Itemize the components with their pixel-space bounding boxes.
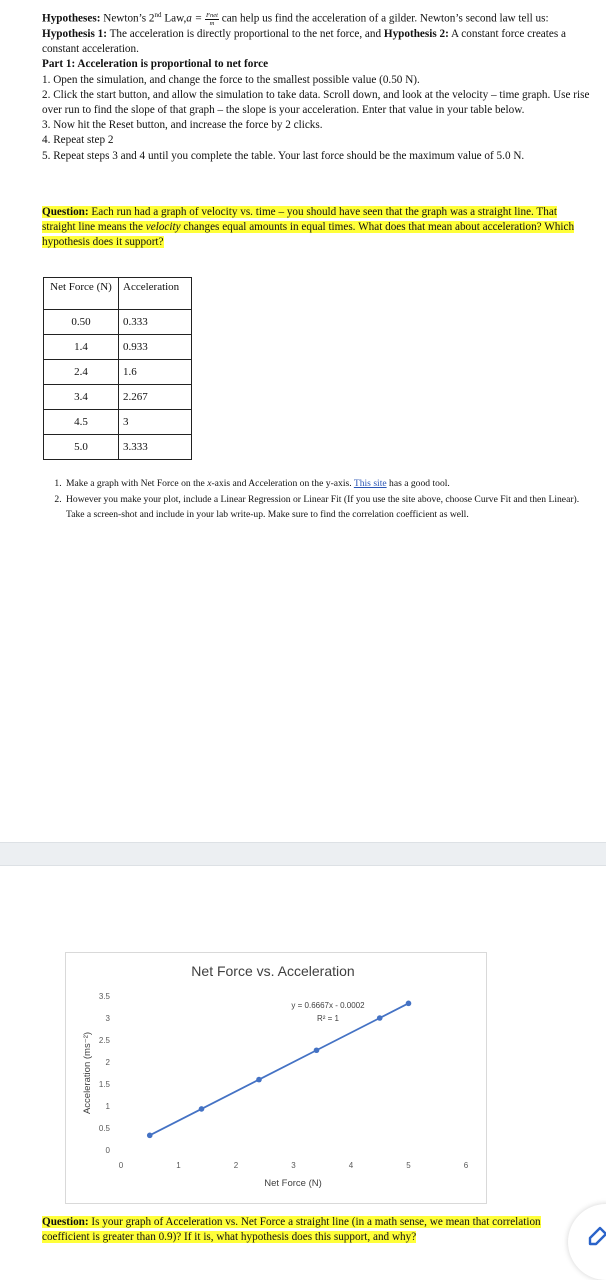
y-tick-label: 0 bbox=[105, 1146, 110, 1155]
chart-svg bbox=[66, 953, 486, 1203]
hypotheses-paragraph bbox=[42, 8, 590, 57]
data-point bbox=[406, 1001, 412, 1007]
x-tick-label: 1 bbox=[176, 1161, 181, 1170]
cell-force[interactable]: 3.4 bbox=[44, 385, 119, 410]
x-tick-label: 4 bbox=[348, 1161, 354, 1170]
chart-r-squared: R² = 1 bbox=[316, 1014, 340, 1023]
data-point bbox=[256, 1077, 262, 1083]
chart-equation: y = 0.6667x - 0.0002 bbox=[291, 1001, 365, 1010]
y-tick-label: 3 bbox=[105, 1014, 110, 1023]
hypotheses-text-2: can help us find the acceleration of a gilder. Newton’s second law tell us: bbox=[221, 12, 549, 25]
data-point bbox=[199, 1106, 205, 1112]
instruction-item-2: 2. However you make your plot, include a Linear Regression or Linear Fit (If you use the site above, choose Curve Fit and then Linear). Take a screen-shot and include in your lab write-up. Make sure to find the correlation coefficient as well. bbox=[64, 492, 584, 523]
step-2: 2. Click the start button, and allow the simulation to take data. Scroll down, and look at the velocity – time graph. Use rise over run to find the slope of that graph – the slope is your acceleration. Enter that value in your table below. bbox=[42, 88, 590, 116]
header-acceleration: Acceleration bbox=[119, 278, 192, 310]
step-1: 1. Open the simulation, and change the force to the smallest possible value (0.50 N). bbox=[42, 73, 420, 86]
formula-fraction bbox=[205, 12, 219, 27]
formula-numerator: Fnet bbox=[206, 11, 218, 19]
chart-y-axis-label: Acceleration (ms⁻²) bbox=[82, 1031, 93, 1115]
hypothesis-2-text: A constant force creates a constant acceleration. bbox=[42, 27, 566, 56]
floating-action-button[interactable] bbox=[568, 1204, 606, 1280]
step-5: 5. Repeat steps 3 and 4 until you complete the table. Your last force should be the maximum value of 5.0 N. bbox=[42, 149, 525, 162]
data-table bbox=[43, 277, 192, 460]
table-row bbox=[44, 410, 192, 435]
question-2-text: Is your graph of Acceleration vs. Net Force a straight line (in a math sense, we mean that correlation coefficient is greater than 0.9)? If it is, what hypothesis does this support, and why? bbox=[42, 1216, 541, 1244]
law-text: Law, bbox=[164, 12, 187, 25]
cell-force[interactable]: 5.0 bbox=[44, 435, 119, 460]
y-tick-label: 0.5 bbox=[98, 1124, 110, 1133]
chart-container bbox=[65, 952, 487, 1204]
x-axis-ticks bbox=[119, 1161, 469, 1170]
cell-force[interactable]: 4.5 bbox=[44, 410, 119, 435]
instruction-1-x: x bbox=[207, 478, 212, 489]
y-tick-label: 1 bbox=[105, 1102, 110, 1111]
question-2-label: Question: bbox=[42, 1216, 89, 1228]
cell-force[interactable]: 2.4 bbox=[44, 360, 119, 385]
formula-lhs: a = bbox=[186, 12, 203, 25]
x-tick-label: 0 bbox=[118, 1161, 124, 1170]
table-row bbox=[44, 360, 192, 385]
formula-denominator: m bbox=[209, 19, 215, 27]
cell-force[interactable]: 1.4 bbox=[44, 335, 119, 360]
x-tick-label: 3 bbox=[291, 1161, 296, 1170]
hypotheses-label: Hypotheses: bbox=[42, 12, 101, 25]
chart-title: Net Force vs. Acceleration bbox=[191, 963, 355, 979]
instructions-list bbox=[42, 476, 584, 523]
hypothesis-1-text: The acceleration is directly proportional to the net force, and bbox=[109, 27, 382, 40]
header-net-force: Net Force (N) bbox=[44, 278, 119, 310]
plot-area bbox=[147, 1001, 411, 1139]
y-tick-label: 1.5 bbox=[98, 1080, 110, 1089]
table-row bbox=[44, 310, 192, 335]
instruction-item-1 bbox=[64, 476, 584, 492]
question-1-text-a: Each run had a graph of velocity vs. time – you should have seen that the graph was a straight line. That straight line means the bbox=[42, 206, 557, 234]
cell-acceleration[interactable]: 3 bbox=[119, 410, 192, 435]
chart-x-axis-label: Net Force (N) bbox=[264, 1178, 322, 1189]
question-1-highlight bbox=[42, 206, 574, 248]
cell-acceleration[interactable]: 3.333 bbox=[119, 435, 192, 460]
y-axis-ticks bbox=[99, 992, 111, 1155]
step-4: 4. Repeat step 2 bbox=[42, 134, 114, 147]
table-row bbox=[44, 385, 192, 410]
cell-acceleration[interactable]: 0.933 bbox=[119, 335, 192, 360]
table-row bbox=[44, 335, 192, 360]
x-tick-label: 6 bbox=[463, 1161, 469, 1170]
series-line bbox=[150, 1003, 409, 1135]
part1-title: Part 1: Acceleration is proportional to net force bbox=[42, 58, 269, 71]
question-2 bbox=[42, 1215, 572, 1246]
hypotheses-text: Newton’s 2 bbox=[103, 12, 155, 25]
x-tick-label: 5 bbox=[406, 1161, 411, 1170]
hypothesis-1-label: Hypothesis 1: bbox=[42, 27, 107, 40]
data-point bbox=[147, 1133, 153, 1139]
question-2-highlight bbox=[42, 1216, 541, 1243]
x-tick-label: 2 bbox=[233, 1161, 239, 1170]
question-1-velocity: velocity bbox=[145, 221, 181, 234]
cell-acceleration[interactable]: 1.6 bbox=[119, 360, 192, 385]
question-1-text-b: changes equal amounts in equal times. What does that mean about acceleration? Which hypothesis does it support? bbox=[42, 221, 575, 249]
intro-section bbox=[42, 8, 590, 164]
data-point bbox=[377, 1015, 383, 1021]
y-tick-label: 2 bbox=[105, 1058, 110, 1067]
cell-acceleration[interactable]: 2.267 bbox=[119, 385, 192, 410]
table-header-row bbox=[44, 278, 192, 310]
data-point bbox=[314, 1047, 320, 1053]
page-divider bbox=[0, 842, 606, 866]
y-tick-label: 2.5 bbox=[98, 1036, 110, 1045]
edit-pen-icon bbox=[586, 1224, 606, 1248]
step-3: 3. Now hit the Reset button, and increase the force by 2 clicks. bbox=[42, 119, 323, 132]
hypothesis-2-label: Hypothesis 2: bbox=[383, 27, 449, 40]
superscript-nd: nd bbox=[154, 11, 162, 19]
cell-acceleration[interactable]: 0.333 bbox=[119, 310, 192, 335]
instruction-1-text-b: -axis and Acceleration on the y-axis. bbox=[211, 478, 352, 489]
table-row bbox=[44, 435, 192, 460]
cell-force[interactable]: 0.50 bbox=[44, 310, 119, 335]
question-1-label: Question: bbox=[42, 206, 89, 218]
this-site-link[interactable]: This site bbox=[353, 478, 387, 489]
instruction-1-text-c: has a good tool. bbox=[389, 478, 450, 489]
instruction-1-text-a: Make a graph with Net Force on the bbox=[66, 478, 205, 489]
question-1 bbox=[42, 205, 590, 251]
y-tick-label: 3.5 bbox=[98, 992, 110, 1001]
